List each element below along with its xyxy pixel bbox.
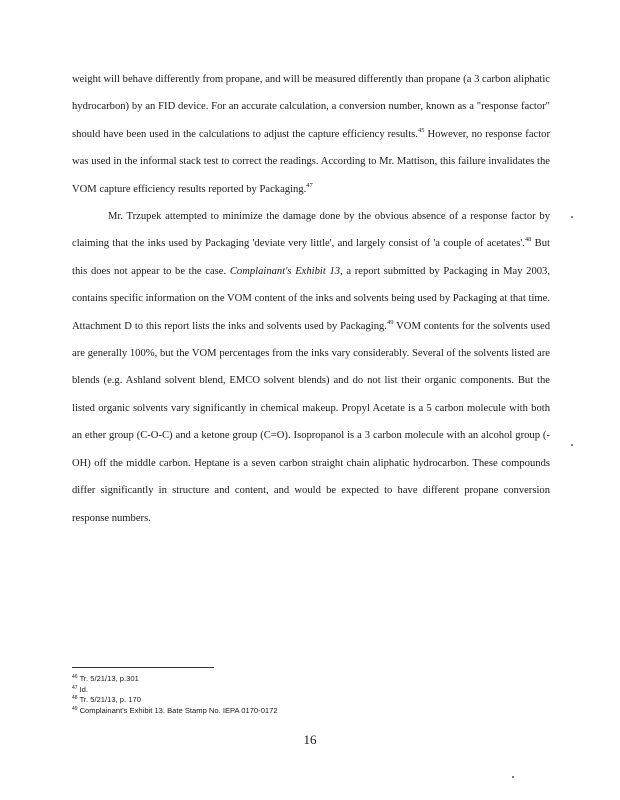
footnote-item [72, 706, 278, 717]
page-number: 16 [303, 732, 317, 747]
paragraph-1-text-a: weight will behave differently from propane, and will be measured differently than propane (a 3 carbon aliphatic hydrocarbon) by an FID device. For an accurate calculation, a conversion number, known as a "response factor" should have been used in the calculations to adjust the capture efficiency results. [72, 74, 550, 140]
paragraph-2-text-b: But this does not appear to be the case. [72, 238, 550, 277]
footnote-ref: 48 [524, 236, 532, 244]
footnote-text: Id. [79, 684, 89, 694]
paragraph-2-text-c: , a report submitted by Packaging in May 2003, contains specific information on the VOM content of the inks and solvents being used by Packaging at that time. Attachment D to this report lists the inks and solvents used by Packaging. [72, 265, 550, 332]
footnote-mark: 46 [72, 674, 78, 680]
footnote-ref: 47 [306, 181, 313, 189]
paragraph-2-text-a: Mr. Trzupek attempted to minimize the damage done by the obvious absence of a response factor by claiming that the inks used by Packaging 'deviate very little', and largely consist of 'a couple of acetates'. [72, 211, 550, 250]
scan-speck [571, 216, 573, 218]
footnote-mark: 49 [72, 705, 78, 712]
body-text [72, 66, 550, 532]
scan-speck [512, 776, 514, 778]
footnote-item [72, 685, 278, 696]
footnote-divider [72, 667, 214, 668]
footnotes [72, 674, 278, 716]
footnote-ref: 45 [417, 126, 425, 134]
paragraph-2-text-d: VOM contents for the solvents used are generally 100%, but the VOM percentages from the inks vary considerably. Several of the solvents listed are blends (e.g. Ashland solvent blend, EMCO solvent blends) and do not list their organic components. But the listed organic solvents vary significantly in chemical makeup. Propyl Acetate is a 5 carbon molecule with both an ether group (C-O-C) and a ketone group (C=O). Isopropanol is a 3 carbon molecule with an alcohol group (-OH) off the middle carbon. Heptane is a seven carbon straight chain aliphatic hydrocarbon. These compounds differ significantly in structure and content, and would be expected to have different propane conversion response numbers. [72, 320, 550, 524]
paragraph-1-text-b: However, no response factor was used in the informal stack test to correct the readings. According to Mr. Mattison, this failure invalidates the VOM capture efficiency results reported by Packaging. [72, 128, 550, 195]
scan-speck [571, 444, 573, 446]
footnote-ref: 49 [386, 318, 394, 326]
footnote-text: Tr. 5/21/13, p. 170 [79, 695, 141, 705]
paragraph-2 [72, 203, 550, 532]
footnote-mark: 47 [72, 684, 78, 691]
footnote-text: Tr. 5/21/13, p.301 [79, 674, 139, 683]
footnote-text: Complainant's Exhibit 13. Bate Stamp No. IEPA 0170-0172 [79, 705, 278, 715]
paragraph-1 [72, 66, 550, 203]
footnote-item [72, 674, 278, 685]
footnote-item [72, 695, 278, 706]
footnote-mark: 48 [72, 695, 78, 702]
exhibit-reference: Complainant's Exhibit 13 [229, 265, 341, 277]
